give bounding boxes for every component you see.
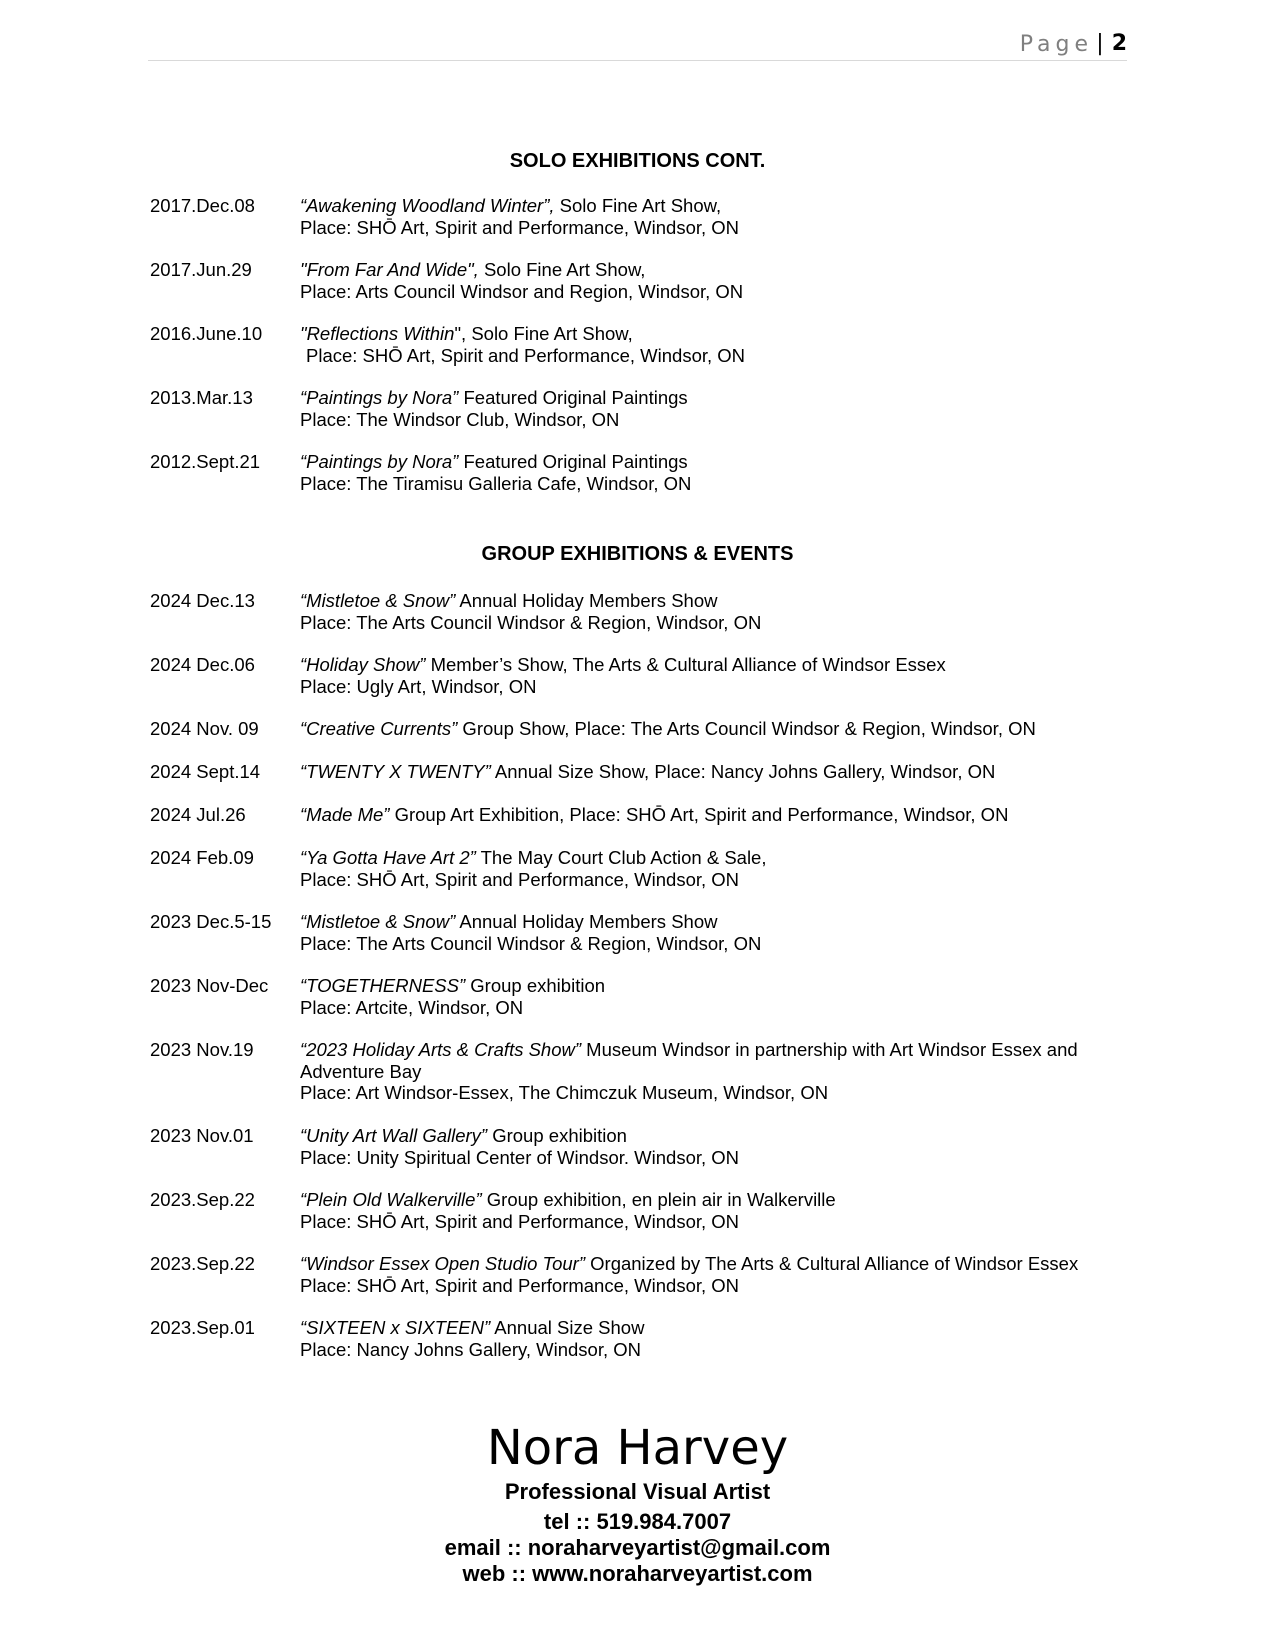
- entry-title: “Paintings by Nora”: [300, 451, 459, 472]
- entry-description: The May Court Club Action & Sale,: [475, 847, 767, 868]
- page-label: Page: [1019, 32, 1093, 57]
- entry-description: Featured Original Paintings: [458, 451, 688, 472]
- list-item: [150, 911, 1110, 954]
- entry-description: Organized by The Arts & Cultural Alliance of Windsor Essex: [585, 1253, 1079, 1274]
- list-item: [150, 195, 1110, 238]
- entry-description: Annual Size Show, Place: Nancy Johns Gallery, Windsor, ON: [490, 761, 996, 782]
- entry-place: Place: SHŌ Art, Spirit and Performance, Windsor, ON: [300, 1210, 740, 1232]
- artist-role: Professional Visual Artist: [504, 1479, 771, 1504]
- entry-title: “SIXTEEN x SIXTEEN”: [300, 1317, 491, 1338]
- entry-place: Place: Nancy Johns Gallery, Windsor, ON: [300, 1338, 642, 1360]
- entry-date: 2023.Sep.22: [150, 1253, 255, 1274]
- entry-description: Annual Holiday Members Show: [455, 590, 718, 611]
- entry-date: 2024 Sept.14: [150, 761, 261, 782]
- list-item: [150, 1253, 1110, 1296]
- artist-phone: tel :: 519.984.7007: [543, 1509, 732, 1534]
- entry-description: Solo Fine Art Show,: [478, 259, 646, 280]
- entry-description: Annual Size Show: [490, 1317, 645, 1338]
- entry-date: 2024 Nov. 09: [150, 718, 259, 739]
- entry-description: Featured Original Paintings: [458, 387, 688, 408]
- entry-date: 2013.Mar.13: [150, 387, 253, 408]
- entry-date: 2023 Dec.5-15: [150, 911, 272, 932]
- entry-place: Place: SHŌ Art, Spirit and Performance, Windsor, ON: [300, 216, 740, 238]
- entry-place: Place: SHŌ Art, Spirit and Performance, Windsor, ON: [300, 1274, 740, 1296]
- entry-date: 2024 Jul.26: [150, 804, 246, 825]
- entry-title: "From Far And Wide",: [300, 259, 479, 280]
- entry-date: 2023 Nov-Dec: [150, 975, 269, 996]
- entry-description: Group Show, Place: The Arts Council Windsor & Region, Windsor, ON: [457, 718, 1036, 739]
- list-item: [150, 1317, 1110, 1360]
- entry-description: Group exhibition: [487, 1125, 627, 1146]
- entry-place: Place: The Arts Council Windsor & Region, Windsor, ON: [300, 932, 762, 954]
- entry-date: 2024 Dec.13: [150, 590, 255, 611]
- entry-place: Place: Unity Spiritual Center of Windsor. Windsor, ON: [300, 1146, 740, 1168]
- list-item: [150, 451, 1110, 494]
- list-item: [150, 975, 1110, 1018]
- list-item: [150, 259, 1110, 302]
- entry-date: 2017.Dec.08: [150, 195, 255, 216]
- list-item: [150, 804, 1110, 826]
- entry-title: “2023 Holiday Arts & Crafts Show”: [300, 1039, 582, 1060]
- list-item: [150, 847, 1110, 890]
- entry-description: Group Art Exhibition, Place: SHŌ Art, Spirit and Performance, Windsor, ON: [389, 804, 1009, 825]
- list-item: [150, 323, 1110, 366]
- entry-date: 2017.Jun.29: [150, 259, 252, 280]
- entry-title: “Ya Gotta Have Art 2”: [300, 847, 476, 868]
- artist-email: email :: noraharveyartist@gmail.com: [444, 1535, 831, 1560]
- list-item: [150, 654, 1110, 697]
- entry-place: Place: The Tiramisu Galleria Cafe, Windsor, ON: [300, 472, 692, 494]
- entry-title: "Reflections Within: [300, 323, 455, 344]
- entry-description: Annual Holiday Members Show: [455, 911, 718, 932]
- list-item: [150, 761, 1110, 783]
- group-exhibitions-heading: GROUP EXHIBITIONS & EVENTS: [481, 543, 794, 565]
- entry-description: Solo Fine Art Show,: [554, 195, 722, 216]
- entry-title: “Paintings by Nora”: [300, 387, 459, 408]
- list-item: [150, 590, 1110, 633]
- entry-title: “Mistletoe & Snow”: [300, 911, 456, 932]
- list-item: [150, 1039, 1110, 1104]
- entry-date: 2023.Sep.01: [150, 1317, 255, 1338]
- entry-title: “Awakening Woodland Winter”,: [300, 195, 555, 216]
- entry-place: Place: Artcite, Windsor, ON: [300, 996, 524, 1018]
- entry-title: “TWENTY X TWENTY”: [300, 761, 491, 782]
- list-item: [150, 1125, 1110, 1168]
- entry-title: “Creative Currents”: [300, 718, 458, 739]
- list-item: [150, 387, 1110, 430]
- entry-description: Museum Windsor in partnership with Art Windsor Essex and Adventure Bay: [300, 1039, 1078, 1082]
- entry-title: “Mistletoe & Snow”: [300, 590, 456, 611]
- entry-date: 2012.Sept.21: [150, 451, 261, 472]
- entry-date: 2016.June.10: [150, 323, 263, 344]
- entry-title: “TOGETHERNESS”: [300, 975, 466, 996]
- entry-title: “Plein Old Walkerville”: [300, 1189, 482, 1210]
- entry-date: 2023 Nov.01: [150, 1125, 254, 1146]
- entry-title: “Unity Art Wall Gallery”: [300, 1125, 488, 1146]
- entry-place: Place: Arts Council Windsor and Region, Windsor, ON: [300, 280, 744, 302]
- entry-place: Place: The Windsor Club, Windsor, ON: [300, 408, 620, 430]
- entry-title: “Holiday Show”: [300, 654, 426, 675]
- entry-title: “Made Me”: [300, 804, 390, 825]
- artist-website: web :: www.noraharveyartist.com: [462, 1561, 813, 1586]
- entry-description: Member’s Show, The Arts & Cultural Alliance of Windsor Essex: [425, 654, 946, 675]
- entry-place: Place: SHŌ Art, Spirit and Performance, Windsor, ON: [300, 868, 740, 890]
- entry-date: 2023 Nov.19: [150, 1039, 254, 1060]
- page-number: | 2: [1096, 31, 1127, 56]
- entry-place: Place: Art Windsor-Essex, The Chimczuk Museum, Windsor, ON: [300, 1082, 829, 1103]
- list-item: [150, 1189, 1110, 1232]
- entry-place: Place: SHŌ Art, Spirit and Performance, Windsor, ON: [306, 344, 746, 366]
- entry-title: “Windsor Essex Open Studio Tour”: [300, 1253, 585, 1274]
- entry-place: Place: The Arts Council Windsor & Region, Windsor, ON: [300, 611, 762, 633]
- entry-description: Group exhibition, en plein air in Walkerville: [481, 1189, 836, 1210]
- entry-description: ", Solo Fine Art Show,: [454, 323, 633, 344]
- page-header: [148, 30, 1127, 61]
- solo-exhibitions-heading: SOLO EXHIBITIONS CONT.: [509, 150, 766, 172]
- entry-date: 2024 Dec.06: [150, 654, 255, 675]
- entry-date: 2024 Feb.09: [150, 847, 254, 868]
- list-item: [150, 718, 1110, 740]
- entry-date: 2023.Sep.22: [150, 1189, 255, 1210]
- entry-description: Group exhibition: [465, 975, 606, 996]
- entry-place: Place: Ugly Art, Windsor, ON: [300, 675, 537, 697]
- artist-name: Nora Harvey: [486, 1420, 789, 1476]
